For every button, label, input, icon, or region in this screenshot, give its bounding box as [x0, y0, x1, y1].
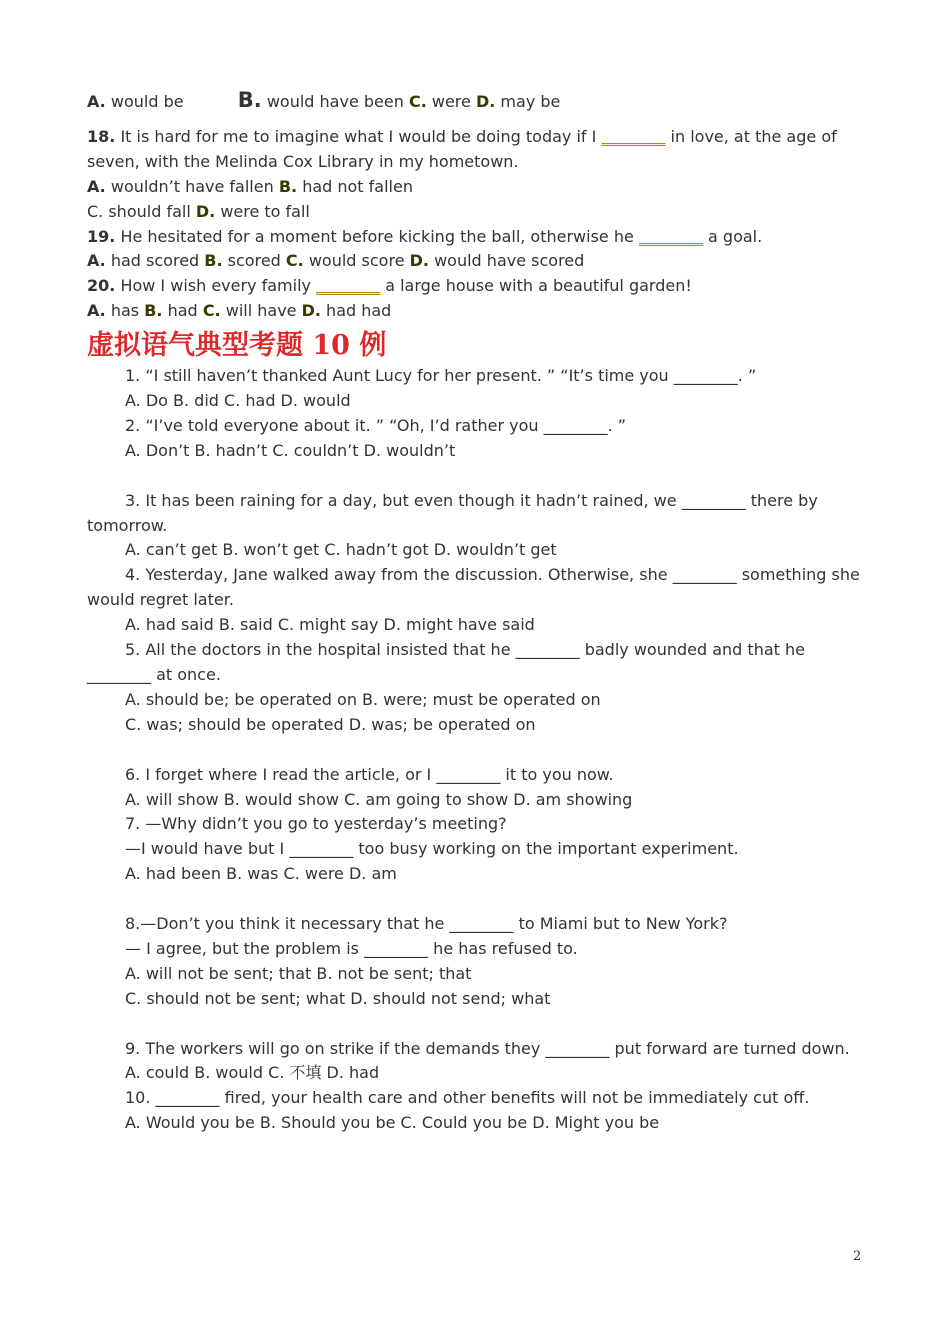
option-a-label: A. — [87, 92, 106, 111]
example-4-question: 4. Yesterday, Jane walked away from the discussion. Otherwise, she ________ something she would regret later. — [87, 565, 860, 610]
document-body — [87, 88, 867, 1136]
question-20 — [87, 274, 867, 299]
example-5-options: A. should be; be operated on B. were; must be operated on — [125, 689, 601, 709]
page-number: 2 — [853, 1249, 862, 1264]
section-title: 虚拟语气典型考题 10 例 — [87, 330, 387, 362]
option-b-text: would have been — [266, 92, 404, 111]
options-row-q19 — [87, 249, 867, 274]
example-8-reply: — I agree, but the problem is ________ he has refused to. — [125, 938, 578, 958]
answer-blank: ________ — [601, 126, 666, 146]
spacer — [87, 738, 867, 763]
options-row-q18 — [87, 175, 867, 200]
options-row-q18b — [87, 200, 867, 225]
example-6-options: A. will show B. would show C. am going to show D. am showing — [125, 789, 633, 809]
option-c-text: will have — [225, 301, 297, 321]
option-b-label: B. — [204, 251, 223, 271]
option-b-label: B. — [237, 88, 262, 112]
example-9-question: 9. The workers will go on strike if the demands they ________ put forward are turned down. — [125, 1038, 850, 1058]
question-19 — [87, 225, 867, 250]
option-a-text: wouldn’t have fallen — [110, 176, 274, 196]
option-c-text: would score — [308, 251, 405, 271]
example-4-options: A. had said B. said C. might say D. might have said — [125, 615, 535, 635]
example-7-question: 7. —Why didn’t you go to yesterday’s meeting? — [125, 814, 507, 834]
option-a-label: A. — [87, 251, 106, 271]
question-number: 20. — [87, 276, 116, 296]
question-stem: It is hard for me to imagine what I would be doing today if I — [120, 126, 597, 146]
option-b-label: B. — [278, 176, 298, 196]
option-d-text: would have scored — [434, 251, 585, 271]
example-9-options: A. could B. would C. 不填 D. had — [125, 1063, 380, 1083]
question-stem: How I wish every family — [120, 276, 311, 296]
example-1-question: 1. “I still haven’t thanked Aunt Lucy for her present. ” “It’s time you ________. ” — [125, 366, 757, 386]
option-d-text: were to fall — [220, 201, 310, 221]
option-a-text: would be — [110, 92, 184, 111]
option-b-text: had — [167, 301, 198, 321]
option-d-label: D. — [475, 92, 496, 111]
option-c-label: C. — [202, 301, 221, 321]
option-d-label: D. — [409, 251, 429, 271]
option-d-label: D. — [301, 301, 321, 321]
spacer — [87, 1012, 867, 1037]
option-a-label: A. — [87, 176, 106, 196]
option-d-text: had had — [326, 301, 392, 321]
option-b-label: B. — [144, 301, 163, 321]
question-number: 19. — [87, 226, 116, 246]
example-5-options: C. was; should be operated D. was; be operated on — [125, 714, 536, 734]
option-d-label: D. — [195, 201, 216, 221]
option-d-text: may be — [500, 92, 561, 111]
option-a-text: had scored — [110, 251, 200, 271]
option-b-text: had not fallen — [302, 176, 413, 196]
example-7-options: A. had been B. was C. were D. am — [125, 864, 397, 884]
example-3-question: 3. It has been raining for a day, but even though it hadn’t rained, we ________ there by tomorrow. — [87, 490, 818, 535]
question-stem: a large house with a beautiful garden! — [385, 276, 692, 296]
spacer — [87, 887, 867, 912]
answer-blank: ________ — [316, 276, 381, 296]
option-c-label: C. — [285, 251, 304, 271]
question-stem: in love, at the age of seven, with the Melinda Cox Library in my hometown. — [87, 126, 837, 171]
option-c-text: were — [431, 92, 471, 111]
option-c-text: C. should fall — [87, 201, 191, 221]
example-7-reply: —I would have but I ________ too busy working on the important experiment. — [125, 839, 739, 859]
example-6-question: 6. I forget where I read the article, or I ________ it to you now. — [125, 764, 614, 784]
options-row-q20 — [87, 299, 867, 324]
example-10-options: A. Would you be B. Should you be C. Could you be D. Might you be — [125, 1113, 660, 1133]
example-8-options: C. should not be sent; what D. should not send; what — [125, 988, 551, 1008]
option-a-text: has — [110, 301, 140, 321]
example-10-question: 10. ________ fired, your health care and other benefits will not be immediately cut off. — [125, 1088, 810, 1108]
question-stem: He hesitated for a moment before kicking the ball, otherwise he — [120, 226, 634, 246]
example-2-options: A. Don’t B. hadn’t C. couldn’t D. wouldn’t — [125, 440, 456, 460]
answer-blank: ________ — [638, 226, 703, 246]
example-5-question: 5. All the doctors in the hospital insisted that he ________ badly wounded and that he ________ at once. — [87, 640, 805, 685]
question-stem: a goal. — [708, 226, 763, 246]
spacer — [87, 464, 867, 489]
example-3-options: A. can’t get B. won’t get C. hadn’t got D. wouldn’t get — [125, 540, 557, 560]
example-8-options: A. will not be sent; that B. not be sent; that — [125, 963, 472, 983]
example-8-question: 8.—Don’t you think it necessary that he ________ to Miami but to New York? — [125, 914, 728, 934]
options-row-q17 — [87, 88, 867, 115]
example-2-question: 2. “I’ve told everyone about it. ” “Oh, I’d rather you ________. ” — [125, 415, 627, 435]
option-b-text: scored — [227, 251, 281, 271]
question-18 — [87, 125, 867, 175]
option-c-label: C. — [408, 92, 427, 111]
question-number: 18. — [87, 126, 116, 146]
example-1-options: A. Do B. did C. had D. would — [125, 391, 351, 411]
option-a-label: A. — [87, 301, 106, 321]
